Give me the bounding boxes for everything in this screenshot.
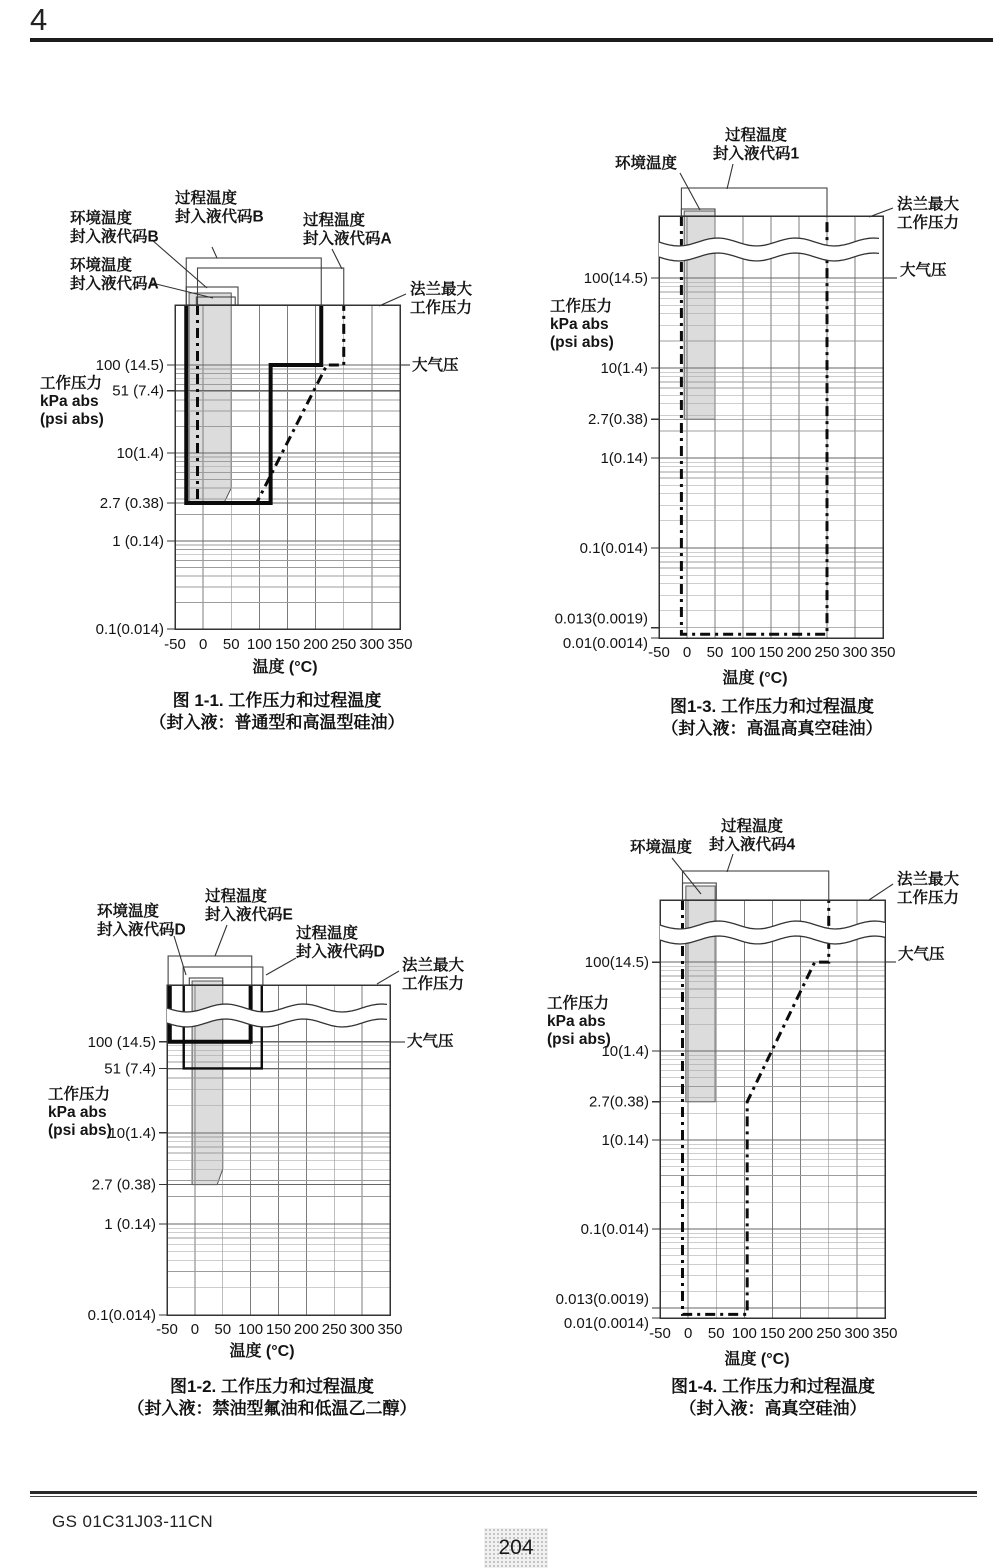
x-tick-label: 200 [788, 1325, 814, 1342]
y-axis-label: kPa abs [547, 1013, 606, 1030]
y-tick-label: 10(1.4) [601, 1043, 649, 1061]
figure-title: 图1-4. 工作压力和过程温度 [670, 1377, 876, 1396]
figure-1-1 [40, 188, 473, 676]
y-tick-label: 51 (7.4) [104, 1060, 156, 1078]
leader-line [266, 958, 296, 975]
ambient-temp-code-b-label: 环境温度封入液代码B [70, 210, 159, 246]
y-tick-label: 2.7(0.38) [588, 1093, 649, 1111]
y-tick-label: 51 (7.4) [112, 382, 164, 400]
leader-line [215, 925, 227, 956]
y-tick-label: 0.1(0.014) [95, 621, 164, 638]
page-number: 204 [484, 1528, 548, 1568]
ambient-temp-band [189, 293, 231, 503]
y-tick-label: 0.01(0.0014) [563, 1315, 649, 1332]
x-tick-label: 0 [683, 1325, 693, 1342]
x-tick-label: 50 [222, 636, 240, 653]
y-tick-label: 1 (0.14) [112, 532, 164, 550]
x-tick-label: 300 [842, 644, 868, 661]
y-tick-label: 100(14.5) [583, 270, 648, 288]
figure-1-3-caption [662, 696, 883, 741]
y-axis-label: (psi abs) [48, 1122, 112, 1139]
y-tick-label: 10(1.4) [600, 360, 648, 378]
figure-subtitle: （封入液：普通型和高温型硅油） [149, 713, 405, 733]
x-tick-label: 0 [682, 644, 692, 661]
y-axis-label: kPa abs [48, 1104, 107, 1121]
x-tick-label: 100 [246, 636, 272, 653]
process-temp-code-a-label: 过程温度封入液代码A [303, 212, 392, 248]
leader-line [727, 164, 733, 189]
footer-rule [30, 1491, 977, 1497]
x-tick-label: 300 [844, 1325, 870, 1342]
flange-max-pressure-label: 法兰最大工作压力 [897, 871, 960, 907]
x-tick-label: 150 [274, 636, 301, 653]
y-axis-label: 工作压力 [550, 298, 613, 315]
x-tick-label: 350 [870, 644, 896, 661]
process-temp-code-e-label: 过程温度封入液代码E [205, 888, 293, 924]
y-axis-label: (psi abs) [550, 334, 614, 351]
ambient-temp-label: 环境温度 [615, 155, 678, 172]
x-tick-label: 300 [349, 1321, 375, 1338]
figure-subtitle: （封入液：高温高真空硅油） [661, 719, 883, 739]
y-tick-label: 0.1(0.014) [580, 1221, 649, 1239]
x-tick-label: 50 [214, 1321, 232, 1338]
x-tick-label: 250 [814, 644, 840, 661]
y-axis-label: kPa abs [40, 393, 99, 410]
x-tick-label: 50 [707, 1325, 725, 1342]
process-temp-code-b-label: 过程温度封入液代码B [175, 190, 264, 226]
y-tick-label: 0.013(0.0019) [554, 610, 648, 628]
y-axis-label: 工作压力 [48, 1086, 111, 1103]
process-temp-code-d-label: 过程温度封入液代码D [296, 925, 385, 961]
y-tick-label: 1(0.14) [601, 1132, 649, 1150]
y-tick-label: 100(14.5) [584, 954, 649, 972]
x-tick-label: -50 [648, 644, 670, 661]
x-tick-label: 350 [377, 1321, 403, 1338]
y-tick-label: 1(0.14) [600, 450, 648, 468]
leader-line [680, 173, 700, 210]
y-tick-label: 2.7 (0.38) [99, 495, 164, 513]
section-number: 4 [30, 2, 48, 37]
figure-1-1-caption [150, 690, 405, 735]
y-tick-label: 2.7(0.38) [587, 411, 648, 429]
x-axis-label: 温度 (°C) [229, 1343, 295, 1360]
x-tick-label: 350 [872, 1325, 898, 1342]
x-tick-label: -50 [649, 1325, 671, 1342]
atmosphere-label: 大气压 [412, 357, 459, 374]
ambient-temp-code-a-label: 环境温度封入液代码A [70, 257, 159, 293]
y-tick-label: 2.7 (0.38) [91, 1176, 156, 1194]
x-tick-label: -50 [164, 636, 186, 653]
document-code: GS 01C31J03-11CN [52, 1512, 214, 1531]
y-tick-label: 0.1(0.014) [579, 540, 648, 558]
ambient-temp-band [686, 886, 715, 1102]
figure-title: 图 1-1. 工作压力和过程温度 [172, 691, 382, 710]
y-tick-label: 0.1(0.014) [87, 1307, 156, 1324]
x-tick-label: 150 [759, 1325, 786, 1342]
figure-1-2-caption [128, 1376, 417, 1421]
y-axis-label: 工作压力 [40, 375, 103, 392]
y-tick-label: 1 (0.14) [104, 1215, 156, 1233]
x-tick-label: 150 [265, 1321, 292, 1338]
x-tick-label: 200 [293, 1321, 319, 1338]
y-axis-label: (psi abs) [547, 1031, 611, 1048]
figure-1-4 [547, 816, 960, 1368]
figure-title: 图1-2. 工作压力和过程温度 [169, 1377, 375, 1396]
y-tick-label: 10(1.4) [116, 444, 164, 462]
x-tick-label: 350 [387, 636, 413, 653]
atmosphere-label: 大气压 [900, 262, 947, 279]
flange-max-pressure-label: 法兰最大工作压力 [897, 196, 960, 232]
y-tick-label: 100 (14.5) [87, 1033, 156, 1051]
x-tick-label: 100 [731, 1325, 757, 1342]
x-tick-label: 300 [359, 636, 385, 653]
leader-line [869, 884, 893, 900]
x-tick-label: 250 [321, 1321, 347, 1338]
figure-1-4-caption [671, 1376, 875, 1421]
y-tick-label: 100 (14.5) [95, 356, 164, 374]
figure-1-2 [48, 886, 465, 1360]
leader-line [152, 240, 207, 288]
x-tick-label: 0 [190, 1321, 200, 1338]
leader-line [212, 247, 217, 258]
ambient-temp-code-d-label: 环境温度封入液代码D [97, 903, 186, 939]
flange-max-pressure-label: 法兰最大工作压力 [402, 957, 465, 993]
ambient-temp-label: 环境温度 [630, 839, 693, 856]
y-axis-label: kPa abs [550, 316, 609, 333]
x-tick-label: 250 [331, 636, 357, 653]
x-tick-label: 0 [198, 636, 208, 653]
y-axis-label: 工作压力 [547, 995, 610, 1012]
y-tick-label: 0.013(0.0019) [555, 1290, 649, 1308]
x-axis-label: 温度 (°C) [724, 1351, 790, 1368]
x-tick-label: 150 [758, 644, 784, 661]
y-tick-label: 10(1.4) [108, 1124, 156, 1142]
atmosphere-label: 大气压 [407, 1033, 454, 1050]
x-axis-label: 温度 (°C) [252, 659, 318, 676]
y-tick-label: 0.01(0.0014) [562, 635, 648, 652]
figure-1-3 [550, 125, 960, 687]
x-tick-label: 100 [730, 644, 756, 661]
leader-line [379, 294, 406, 306]
figure-subtitle: （封入液：禁油型氟油和低温乙二醇） [127, 1399, 417, 1419]
leader-line [377, 971, 399, 984]
x-tick-label: 100 [238, 1321, 264, 1338]
x-tick-label: 50 [706, 644, 724, 661]
process-temp-code-1-label: 过程温度封入液代码1 [712, 127, 800, 163]
x-tick-label: 200 [786, 644, 812, 661]
x-axis-label: 温度 (°C) [722, 670, 788, 687]
x-tick-label: 200 [303, 636, 329, 653]
leader-line [332, 249, 342, 269]
figure-subtitle: （封入液：高真空硅油） [679, 1399, 867, 1419]
figure-title: 图1-3. 工作压力和过程温度 [669, 697, 875, 716]
process-temp-code-4-label: 过程温度封入液代码4 [708, 818, 796, 854]
flange-max-pressure-label: 法兰最大工作压力 [410, 281, 473, 317]
y-axis-label: (psi abs) [40, 411, 104, 428]
atmosphere-label: 大气压 [898, 946, 945, 963]
x-tick-label: -50 [156, 1321, 178, 1338]
leader-line [727, 854, 733, 872]
x-tick-label: 250 [816, 1325, 842, 1342]
